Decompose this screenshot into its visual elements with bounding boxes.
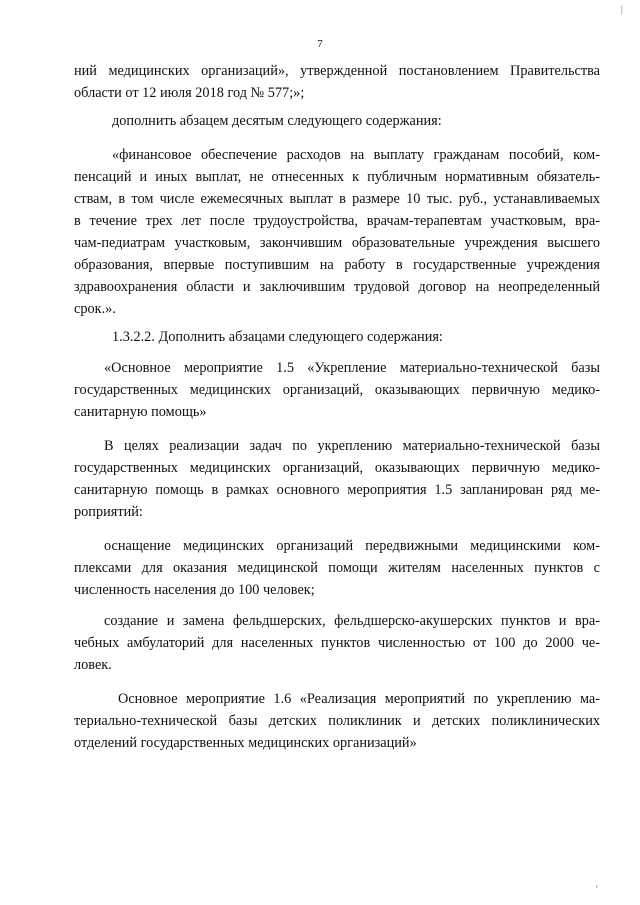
text-line: чам-педиатрам участковым, закончившим образовательные учреждения высшего xyxy=(74,235,600,251)
text-line: государственных медицинских организаций, оказывающих первичную медико- xyxy=(74,382,600,398)
text-line: роприятий: xyxy=(74,504,143,520)
paragraph-amendment-intro xyxy=(74,110,600,132)
paragraph-measure-1-5-goals xyxy=(74,435,600,523)
text-line: плексами для оказания медицинской помощи жителям населенных пунктов с xyxy=(74,560,600,576)
text-line: «финансовое обеспечение расходов на выплату гражданам пособий, ком- xyxy=(112,147,600,163)
paragraph-section-1-3-2-2 xyxy=(74,326,600,348)
page-number: 7 xyxy=(317,38,323,50)
text-line: санитарную помощь» xyxy=(74,404,207,420)
text-line: чебных амбулаторий для населенных пунктов численностью от 100 до 2000 че- xyxy=(74,635,600,651)
text-line: области от 12 июля 2018 год № 577;»; xyxy=(74,85,305,101)
scan-mark: ' xyxy=(596,884,598,894)
paragraph-mobile-complexes xyxy=(74,535,600,601)
text-line: пенсаций и иных выплат, не отнесенных к публичным нормативным обязатель- xyxy=(74,169,600,185)
text-line: «Основное мероприятие 1.5 «Укрепление материально-технической базы xyxy=(104,360,600,376)
text-line: здравоохранения области и заключившим трудовой договор на неопределенный xyxy=(74,279,600,295)
text-line: 1.3.2.2. Дополнить абзацами следующего содержания: xyxy=(112,329,443,345)
paragraph-measure-1-6-title xyxy=(74,688,600,754)
document-body xyxy=(74,60,600,754)
text-line: численность населения до 100 человек; xyxy=(74,582,315,598)
text-line: государственных медицинских организаций, оказывающих первичную медико- xyxy=(74,460,600,476)
paragraph-quoted-provision xyxy=(74,144,600,320)
text-line: Основное мероприятие 1.6 «Реализация мероприятий по укреплению ма- xyxy=(118,691,600,707)
text-line: дополнить абзацем десятым следующего содержания: xyxy=(112,113,442,129)
text-line: срок.». xyxy=(74,301,116,317)
text-line: образования, впервые поступившим на работу в государственные учреждения xyxy=(74,257,600,273)
text-line: ний медицинских организаций», утвержденной постановлением Правительства xyxy=(74,63,600,79)
paragraph-measure-1-5-title xyxy=(74,357,600,423)
text-line: ловек. xyxy=(74,657,112,673)
text-line: териально-технической базы детских поликлиник и детских поликлинических xyxy=(74,713,600,729)
text-line: создание и замена фельдшерских, фельдшерско-акушерских пунктов и вра- xyxy=(104,613,600,629)
text-line: оснащение медицинских организаций передвижными медицинскими ком- xyxy=(104,538,600,554)
text-line: В целях реализации задач по укреплению материально-технической базы xyxy=(104,438,600,454)
text-line: в течение трех лет после трудоустройства, врачам-терапевтам участковым, вра- xyxy=(74,213,600,229)
paragraph-feldsher-points xyxy=(74,610,600,676)
paragraph-continuation xyxy=(74,60,600,104)
scan-mark: | xyxy=(621,4,623,14)
text-line: ствам, в том числе ежемесячных выплат в размере 10 тыс. руб., устанавливаемых xyxy=(74,191,600,207)
text-line: отделений государственных медицинских организаций» xyxy=(74,735,417,751)
text-line: санитарную помощь в рамках основного мероприятия 1.5 запланирован ряд ме- xyxy=(74,482,600,498)
